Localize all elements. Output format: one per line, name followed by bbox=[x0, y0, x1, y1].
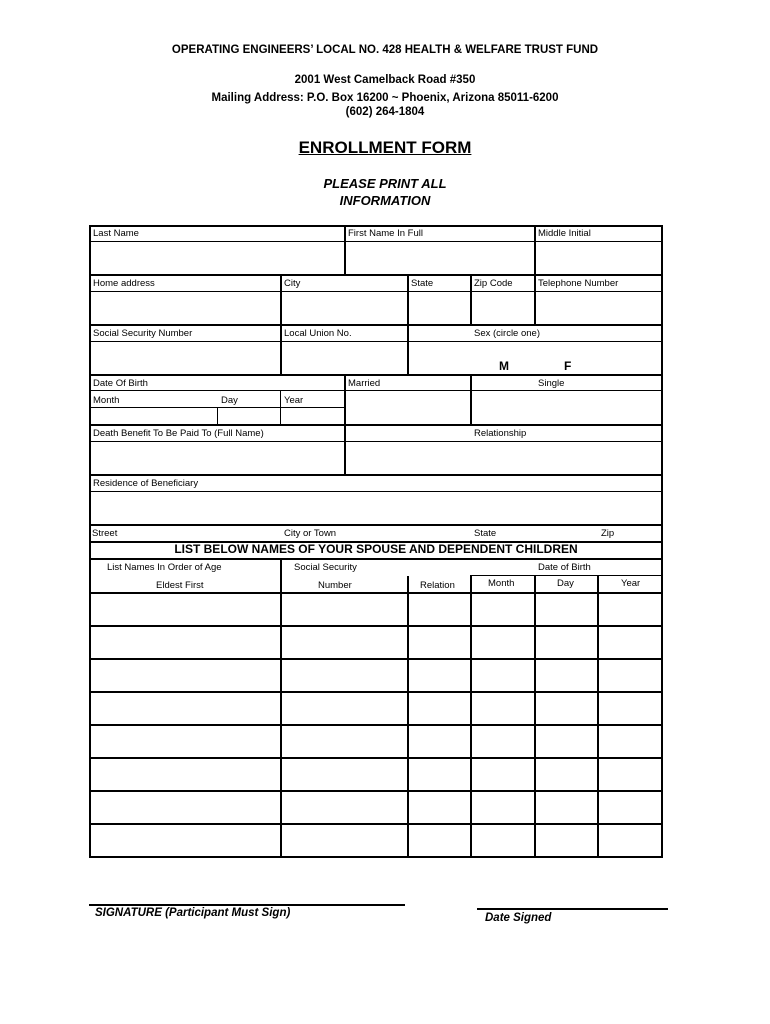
ssn-field[interactable] bbox=[91, 343, 280, 374]
middle-initial-label: Middle Initial bbox=[538, 228, 591, 239]
single-label: Single bbox=[538, 378, 565, 389]
ssn-label: Social Security Number bbox=[93, 328, 193, 339]
form-title: ENROLLMENT FORM bbox=[298, 138, 472, 157]
sex-option-m[interactable]: M bbox=[499, 359, 509, 373]
dependent-day-field[interactable] bbox=[536, 759, 597, 790]
relationship-field[interactable] bbox=[346, 443, 661, 474]
dependent-month-field[interactable] bbox=[472, 792, 534, 823]
dependent-name-field[interactable] bbox=[91, 693, 280, 724]
state-label: State bbox=[411, 278, 434, 289]
dependent-relation-field[interactable] bbox=[409, 759, 470, 790]
residence-field[interactable] bbox=[91, 493, 661, 524]
dependent-relation-field[interactable] bbox=[409, 693, 470, 724]
middle-initial-field[interactable] bbox=[536, 243, 661, 274]
dependent-month-field[interactable] bbox=[472, 594, 534, 625]
dependent-name-field[interactable] bbox=[91, 825, 280, 856]
col-ssn-label-1: Social Security bbox=[294, 562, 357, 573]
dependent-year-field[interactable] bbox=[599, 726, 661, 757]
org-name: OPERATING ENGINEERS’ LOCAL NO. 428 HEALTH & WELFARE TRUST FUND bbox=[171, 44, 599, 56]
dependent-name-field[interactable] bbox=[91, 660, 280, 691]
state-field[interactable] bbox=[409, 293, 470, 324]
dependent-name-field[interactable] bbox=[91, 627, 280, 658]
dependent-day-field[interactable] bbox=[536, 726, 597, 757]
col-year-label: Year bbox=[621, 578, 641, 589]
date-signed-label: Date Signed bbox=[485, 912, 552, 924]
dependent-ssn-field[interactable] bbox=[282, 594, 407, 625]
mailing-address: Mailing Address: P.O. Box 16200 ~ Phoenix, Arizona 85011-6200 bbox=[211, 92, 559, 104]
dependent-month-field[interactable] bbox=[472, 693, 534, 724]
phone-number: (602) 264-1804 bbox=[345, 106, 425, 118]
dependent-year-field[interactable] bbox=[599, 693, 661, 724]
dependent-ssn-field[interactable] bbox=[282, 825, 407, 856]
dependent-ssn-field[interactable] bbox=[282, 759, 407, 790]
dob-year-field[interactable] bbox=[281, 409, 344, 424]
instruction-line-1: PLEASE PRINT ALL bbox=[323, 176, 447, 191]
dependent-year-field[interactable] bbox=[599, 792, 661, 823]
dependent-year-field[interactable] bbox=[599, 660, 661, 691]
street-address: 2001 West Camelback Road #350 bbox=[294, 74, 476, 86]
dependent-relation-field[interactable] bbox=[409, 627, 470, 658]
city-field[interactable] bbox=[282, 293, 407, 324]
date-signed-field[interactable] bbox=[477, 884, 668, 908]
dob-year-label: Year bbox=[284, 395, 304, 406]
dependent-day-field[interactable] bbox=[536, 792, 597, 823]
local-union-field[interactable] bbox=[282, 343, 407, 374]
dependent-day-field[interactable] bbox=[536, 825, 597, 856]
col-relation-label: Relation bbox=[420, 580, 455, 591]
dependent-relation-field[interactable] bbox=[409, 594, 470, 625]
instruction-line-2: INFORMATION bbox=[339, 193, 431, 208]
col-ssn-label-2: Number bbox=[318, 580, 352, 591]
last-name-label: Last Name bbox=[93, 228, 139, 239]
sex-option-f[interactable]: F bbox=[564, 359, 572, 373]
dependent-month-field[interactable] bbox=[472, 660, 534, 691]
residence-label: Residence of Beneficiary bbox=[93, 478, 199, 489]
dependent-relation-field[interactable] bbox=[409, 792, 470, 823]
dependent-name-field[interactable] bbox=[91, 594, 280, 625]
col-month-label: Month bbox=[488, 578, 515, 589]
dependent-relation-field[interactable] bbox=[409, 825, 470, 856]
dependent-ssn-field[interactable] bbox=[282, 726, 407, 757]
dependent-day-field[interactable] bbox=[536, 594, 597, 625]
dependent-year-field[interactable] bbox=[599, 759, 661, 790]
dependent-ssn-field[interactable] bbox=[282, 693, 407, 724]
dependent-month-field[interactable] bbox=[472, 627, 534, 658]
sex-label: Sex (circle one) bbox=[474, 328, 540, 339]
dependent-day-field[interactable] bbox=[536, 627, 597, 658]
married-field[interactable] bbox=[346, 392, 470, 424]
single-field[interactable] bbox=[472, 392, 661, 424]
dependent-month-field[interactable] bbox=[472, 759, 534, 790]
dependent-name-field[interactable] bbox=[91, 726, 280, 757]
married-label: Married bbox=[348, 378, 381, 389]
col-names-label-1: List Names In Order of Age bbox=[107, 562, 222, 573]
first-name-label: First Name In Full bbox=[348, 228, 423, 239]
col-dob-label: Date of Birth bbox=[538, 562, 591, 573]
signature-label: SIGNATURE (Participant Must Sign) bbox=[95, 907, 291, 919]
dependent-ssn-field[interactable] bbox=[282, 627, 407, 658]
dependent-day-field[interactable] bbox=[536, 693, 597, 724]
local-union-label: Local Union No. bbox=[284, 328, 352, 339]
dependent-relation-field[interactable] bbox=[409, 726, 470, 757]
relationship-label: Relationship bbox=[474, 428, 527, 439]
col-names-label-2: Eldest First bbox=[156, 580, 204, 591]
dependent-ssn-field[interactable] bbox=[282, 792, 407, 823]
dependents-heading: LIST BELOW NAMES OF YOUR SPOUSE AND DEPENDENT CHILDREN bbox=[174, 542, 578, 556]
dependent-month-field[interactable] bbox=[472, 726, 534, 757]
beneficiary-name-field[interactable] bbox=[91, 443, 344, 474]
residence-zip-label: Zip bbox=[601, 528, 615, 539]
zip-code-field[interactable] bbox=[472, 293, 534, 324]
dependent-relation-field[interactable] bbox=[409, 660, 470, 691]
dob-month-field[interactable] bbox=[91, 409, 217, 424]
dependent-year-field[interactable] bbox=[599, 594, 661, 625]
dependent-year-field[interactable] bbox=[599, 627, 661, 658]
first-name-field[interactable] bbox=[346, 243, 534, 274]
dob-month-label: Month bbox=[93, 395, 120, 406]
telephone-field[interactable] bbox=[536, 293, 661, 324]
residence-state-label: State bbox=[474, 528, 497, 539]
home-address-field[interactable] bbox=[91, 293, 280, 324]
telephone-label: Telephone Number bbox=[538, 278, 619, 289]
dob-label: Date Of Birth bbox=[93, 378, 148, 389]
col-day-label: Day bbox=[557, 578, 574, 589]
dependent-name-field[interactable] bbox=[91, 792, 280, 823]
dob-day-field[interactable] bbox=[218, 409, 280, 424]
dob-day-label: Day bbox=[221, 395, 238, 406]
signature-field[interactable] bbox=[89, 880, 405, 904]
street-label: Street bbox=[92, 528, 118, 539]
death-benefit-label: Death Benefit To Be Paid To (Full Name) bbox=[93, 428, 264, 439]
dependent-ssn-field[interactable] bbox=[282, 660, 407, 691]
dependent-year-field[interactable] bbox=[599, 825, 661, 856]
home-address-label: Home address bbox=[93, 278, 155, 289]
city-label: City bbox=[284, 278, 301, 289]
last-name-field[interactable] bbox=[91, 243, 344, 274]
zip-code-label: Zip Code bbox=[474, 278, 513, 289]
city-or-town-label: City or Town bbox=[284, 528, 337, 539]
dependent-month-field[interactable] bbox=[472, 825, 534, 856]
dependent-name-field[interactable] bbox=[91, 759, 280, 790]
dependent-day-field[interactable] bbox=[536, 660, 597, 691]
